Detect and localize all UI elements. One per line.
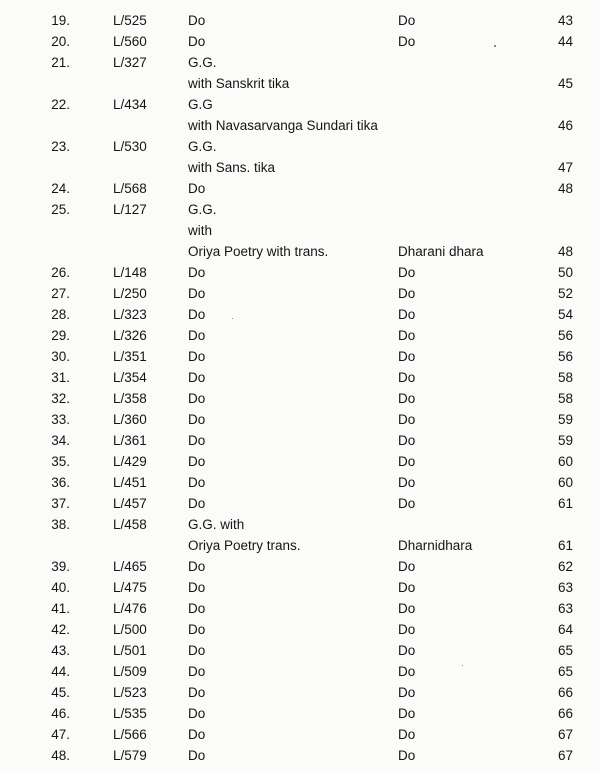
manuscript-code: L/476	[113, 601, 147, 616]
entry-number: 33.	[51, 412, 70, 427]
entry-author	[398, 52, 518, 73]
entry-number	[30, 157, 70, 178]
table-row	[0, 577, 600, 598]
entry-author: Do	[398, 664, 416, 679]
entry-number: 19.	[51, 13, 70, 28]
entry-title: G.G. with	[188, 517, 245, 532]
table-row	[0, 115, 600, 136]
manuscript-code	[113, 115, 183, 136]
entry-title: Do	[188, 496, 206, 511]
page-number: 54	[557, 307, 573, 322]
manuscript-code: L/535	[113, 706, 147, 721]
manuscript-code: L/579	[113, 748, 147, 763]
table-row	[0, 535, 600, 556]
entry-number: 37.	[51, 496, 70, 511]
table-row	[0, 136, 600, 157]
entry-number: 28.	[51, 307, 70, 322]
table-row	[0, 10, 600, 31]
entry-author	[398, 199, 518, 220]
entry-author: Do	[398, 34, 416, 49]
entry-number: 22.	[51, 97, 70, 112]
page-number: 61	[557, 538, 573, 553]
entry-author: Do	[398, 433, 416, 448]
table-row	[0, 724, 600, 745]
entry-author	[398, 73, 518, 94]
page-number: 66	[557, 685, 573, 700]
manuscript-code: L/250	[113, 286, 147, 301]
manuscript-code: L/451	[113, 475, 147, 490]
table-row	[0, 199, 600, 220]
page-number: 62	[557, 559, 573, 574]
entry-number: 30.	[51, 349, 70, 364]
table-row	[0, 514, 600, 535]
entry-title: Do	[188, 475, 206, 490]
entry-title: Do	[188, 286, 206, 301]
manuscript-code: L/148	[113, 265, 147, 280]
table-row	[0, 619, 600, 640]
entry-author: Do	[398, 349, 416, 364]
page-number	[520, 199, 573, 220]
table-row	[0, 598, 600, 619]
entry-number: 43.	[51, 643, 70, 658]
entry-number: 48.	[51, 748, 70, 763]
entry-number: 24.	[51, 181, 70, 196]
entry-author: Do	[398, 286, 416, 301]
table-row	[0, 682, 600, 703]
manuscript-code	[113, 73, 183, 94]
entry-title: G.G.	[188, 139, 217, 154]
entry-author	[398, 178, 518, 199]
entry-title: G.G.	[188, 55, 217, 70]
page-number: 67	[557, 748, 573, 763]
entry-author: Do	[398, 580, 416, 595]
entry-number: 40.	[51, 580, 70, 595]
manuscript-code: L/501	[113, 643, 147, 658]
table-row	[0, 304, 600, 325]
page-number: 52	[557, 286, 573, 301]
manuscript-code: L/429	[113, 454, 147, 469]
entry-title: Do	[188, 559, 206, 574]
entry-author	[398, 136, 518, 157]
entry-author: Do	[398, 307, 416, 322]
manuscript-code	[113, 220, 183, 241]
entry-number: 38.	[51, 517, 70, 532]
entry-number	[30, 115, 70, 136]
entry-number: 46.	[51, 706, 70, 721]
manuscript-code: L/354	[113, 370, 147, 385]
entry-author: Do	[398, 601, 416, 616]
entry-number: 41.	[51, 601, 70, 616]
entry-author: Do	[398, 496, 416, 511]
entry-title: with Navasarvanga Sundari tika	[188, 118, 378, 133]
manuscript-code: L/351	[113, 349, 147, 364]
entry-number: 29.	[51, 328, 70, 343]
table-row	[0, 31, 600, 52]
entry-author: Dharnidhara	[398, 538, 473, 553]
manuscript-code: L/566	[113, 727, 147, 742]
entry-title: Oriya Poetry trans.	[188, 538, 301, 553]
manuscript-code: L/458	[113, 517, 147, 532]
entry-number: 31.	[51, 370, 70, 385]
entry-title: with	[188, 223, 213, 238]
page-number: 66	[557, 706, 573, 721]
table-row	[0, 409, 600, 430]
manuscript-code: L/530	[113, 139, 147, 154]
entry-title: with Sanskrit tika	[188, 76, 290, 91]
table-row	[0, 220, 600, 241]
table-row	[0, 556, 600, 577]
manuscript-code: L/434	[113, 97, 147, 112]
entry-author: Do	[398, 370, 416, 385]
manuscript-code: L/475	[113, 580, 147, 595]
entry-title: Do	[188, 181, 206, 196]
entry-title: Do	[188, 391, 206, 406]
manuscript-catalog-list	[0, 10, 600, 766]
entry-title: Do	[188, 412, 206, 427]
entry-number: 32.	[51, 391, 70, 406]
table-row	[0, 472, 600, 493]
entry-title: Do	[188, 433, 206, 448]
table-row	[0, 241, 600, 262]
entry-title: Do	[188, 307, 206, 322]
page-number: 59	[557, 412, 573, 427]
page-number: 59	[557, 433, 573, 448]
manuscript-code	[113, 157, 183, 178]
entry-number	[30, 241, 70, 262]
entry-title: Do	[188, 727, 206, 742]
page-number	[520, 136, 573, 157]
entry-author: Do	[398, 475, 416, 490]
page-number: 48	[557, 244, 573, 259]
entry-title: Do	[188, 13, 206, 28]
entry-author: Do	[398, 454, 416, 469]
table-row	[0, 178, 600, 199]
entry-author	[398, 514, 518, 535]
table-row	[0, 262, 600, 283]
entry-title: G.G.	[188, 202, 217, 217]
manuscript-code: L/326	[113, 328, 147, 343]
manuscript-code: L/127	[113, 202, 147, 217]
page-number: 43	[557, 13, 573, 28]
table-row	[0, 703, 600, 724]
entry-author: Do	[398, 685, 416, 700]
table-row	[0, 346, 600, 367]
page-number	[520, 52, 573, 73]
manuscript-code: L/361	[113, 433, 147, 448]
page-number	[520, 514, 573, 535]
entry-author: Do	[398, 727, 416, 742]
page-number: 47	[557, 160, 573, 175]
page-number: 46	[557, 118, 573, 133]
entry-author: Do	[398, 622, 416, 637]
table-row	[0, 493, 600, 514]
table-row	[0, 388, 600, 409]
page-number: 61	[557, 496, 573, 511]
page-number	[520, 220, 573, 241]
manuscript-code: L/568	[113, 181, 147, 196]
entry-number: 20.	[51, 34, 70, 49]
entry-number	[30, 535, 70, 556]
page-number: 56	[557, 349, 573, 364]
entry-author: Do	[398, 643, 416, 658]
entry-number	[30, 220, 70, 241]
entry-author: Do	[398, 391, 416, 406]
entry-title: Do	[188, 580, 206, 595]
entry-number: 25.	[51, 202, 70, 217]
manuscript-code: L/500	[113, 622, 147, 637]
entry-number: 39.	[51, 559, 70, 574]
table-row	[0, 73, 600, 94]
table-row	[0, 94, 600, 115]
manuscript-code: L/560	[113, 34, 147, 49]
entry-title: with Sans. tika	[188, 160, 276, 175]
entry-author: Do	[398, 559, 416, 574]
manuscript-code	[113, 535, 183, 556]
entry-number: 35.	[51, 454, 70, 469]
entry-number: 36.	[51, 475, 70, 490]
page-number: 63	[557, 580, 573, 595]
entry-number	[30, 73, 70, 94]
page-number: 64	[557, 622, 573, 637]
table-row	[0, 640, 600, 661]
entry-number: 26.	[51, 265, 70, 280]
entry-author: Do	[398, 748, 416, 763]
entry-title: Do	[188, 622, 206, 637]
page-number: 67	[557, 727, 573, 742]
page-number: 45	[557, 76, 573, 91]
table-row	[0, 325, 600, 346]
entry-author: Do	[398, 13, 416, 28]
page-number: 58	[557, 391, 573, 406]
entry-title: Do	[188, 370, 206, 385]
entry-title: G.G	[188, 97, 213, 112]
table-row	[0, 52, 600, 73]
manuscript-code: L/525	[113, 13, 147, 28]
entry-number: 45.	[51, 685, 70, 700]
manuscript-code: L/360	[113, 412, 147, 427]
entry-title: Do	[188, 265, 206, 280]
page-number: 58	[557, 370, 573, 385]
table-row	[0, 430, 600, 451]
table-row	[0, 283, 600, 304]
table-row	[0, 451, 600, 472]
page-number: 56	[557, 328, 573, 343]
entry-number: 44.	[51, 664, 70, 679]
table-row	[0, 157, 600, 178]
entry-number: 23.	[51, 139, 70, 154]
entry-title: Do	[188, 706, 206, 721]
page-number: 60	[557, 475, 573, 490]
entry-number: 21.	[51, 55, 70, 70]
entry-author	[398, 220, 518, 241]
manuscript-code: L/327	[113, 55, 147, 70]
manuscript-code: L/323	[113, 307, 147, 322]
entry-author: Do	[398, 265, 416, 280]
entry-number: 27.	[51, 286, 70, 301]
entry-title: Do	[188, 748, 206, 763]
manuscript-code: L/509	[113, 664, 147, 679]
entry-author: Do	[398, 328, 416, 343]
entry-title: Do	[188, 664, 206, 679]
manuscript-code: L/358	[113, 391, 147, 406]
entry-author	[398, 115, 518, 136]
entry-title: Do	[188, 643, 206, 658]
entry-title: Do	[188, 454, 206, 469]
entry-title: Do	[188, 601, 206, 616]
entry-author: Dharani dhara	[398, 244, 484, 259]
page-number: 65	[557, 643, 573, 658]
manuscript-code: L/523	[113, 685, 147, 700]
page-number	[520, 94, 573, 115]
entry-title: Oriya Poetry with trans.	[188, 244, 329, 259]
entry-author: Do	[398, 706, 416, 721]
entry-author	[398, 94, 518, 115]
entry-title: Do	[188, 685, 206, 700]
page-number: 63	[557, 601, 573, 616]
table-row	[0, 367, 600, 388]
entry-title: Do	[188, 328, 206, 343]
entry-number: 42.	[51, 622, 70, 637]
page-number: 48	[557, 181, 573, 196]
entry-number: 47.	[51, 727, 70, 742]
table-row	[0, 745, 600, 766]
entry-title: Do	[188, 34, 206, 49]
manuscript-code: L/457	[113, 496, 147, 511]
page-number: 60	[557, 454, 573, 469]
page-number: 65	[557, 664, 573, 679]
manuscript-code: L/465	[113, 559, 147, 574]
page-number: 44	[557, 34, 573, 49]
entry-title: Do	[188, 349, 206, 364]
table-row	[0, 661, 600, 682]
entry-author: Do	[398, 412, 416, 427]
entry-author	[398, 157, 518, 178]
entry-number: 34.	[51, 433, 70, 448]
page-number: 50	[557, 265, 573, 280]
manuscript-code	[113, 241, 183, 262]
